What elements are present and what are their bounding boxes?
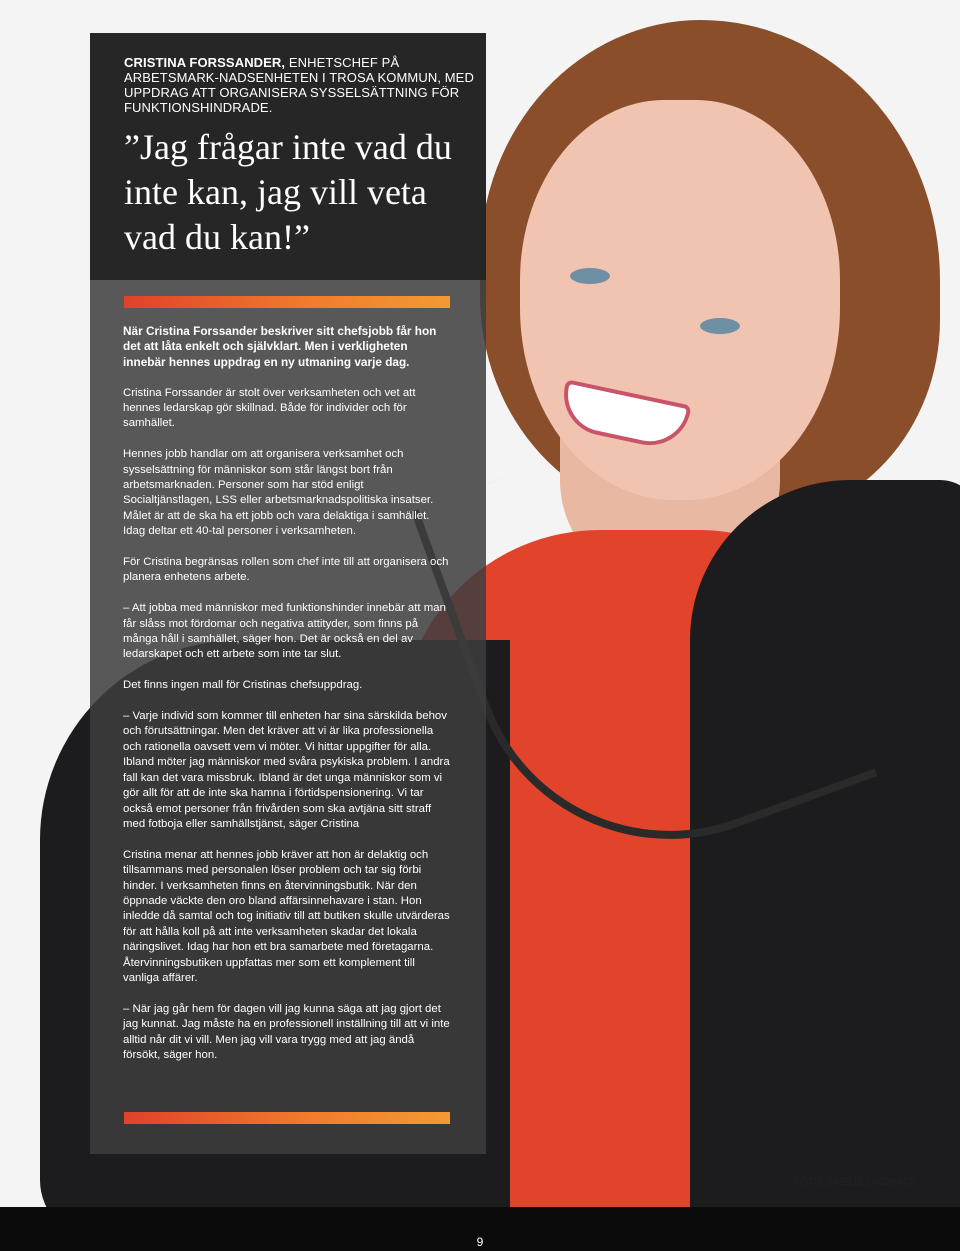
byline — [124, 55, 474, 115]
body-paragraph: För Cristina begränsas rollen som chef inte till att organisera och planera enhetens arbete. — [123, 556, 449, 584]
accent-bar-bottom — [124, 1112, 450, 1124]
body-paragraph: – När jag går hem för dagen vill jag kunna säga att jag gjort det jag kunnat. Jag måste ha en professionell inställning till att vi inte alltid når dit vi vill. Men jag vill vara trygg med att jag ändå försökt, säger hon. — [123, 1002, 450, 1061]
photo-credit: FOTO: EMELIE LINDBÄCK — [794, 1177, 917, 1188]
article-body — [123, 324, 453, 1079]
article-panel — [90, 280, 486, 1154]
ingress-paragraph: När Cristina Forssander beskriver sitt chefsjobb får hon det att låta enkelt och självklart. Men i verkligheten innebär hennes uppdrag en ny utmaning varje dag. — [123, 324, 437, 369]
photo-eye-right — [700, 318, 740, 334]
byline-name: CRISTINA FORSSANDER, — [124, 55, 286, 70]
body-paragraph: Hennes jobb handlar om att organisera verksamhet och sysselsättning för människor som står längst bort från arbetsmarknaden. Personer som har stöd enligt Socialtjänstlagen, LSS eller arbetsmarknadspolitiska insatser. Målet är att de ska ha ett jobb och vara delaktiga i samhället. Idag deltar ett 40-tal personer i verksamheten. — [123, 448, 434, 538]
body-paragraph: Det finns ingen mall för Cristinas chefsuppdrag. — [123, 679, 363, 692]
body-paragraph: – Varje individ som kommer till enheten har sina särskilda behov och förutsättningar. Men det kräver att vi är lika professionella och rationella oavsett vem vi möter. Vi hittar uppgifter för alla. Ibland möter jag människor med svåra psykiska problem. I andra fall kan det vara missbruk. Ibland är det unga människor som vi gör allt för att de inte ska hamna i förtidspensionering. Vi tar också emot personer från frivården som ska avtjäna sitt straff med fotboja eller samhällstjänst, säger Cristina — [123, 710, 450, 830]
body-paragraph: Cristina menar att hennes jobb kräver att hon är delaktig och tillsammans med personalen löser problem och tar sig förbi hinder. I verksamheten finns en återvinningsbutik. När den öppnade väckte den oro bland affärsinnehavare i stan. Hon inledde då samtal och tog initiativ till att butiken skulle utvärderas för att hålla koll på att inte verksamheten skadar det lokala näringslivet. Idag har hon ett bra samarbete med företagarna. Återvinningsbutiken uppfattas mer som ett komplement till vanliga affärer. — [123, 848, 450, 984]
page-number: 9 — [476, 1235, 484, 1249]
body-paragraph: – Att jobba med människor med funktionshinder innebär att man får slåss mot fördomar och negativa attityder, som finns på många håll i samhället, säger hon. Det är också en del av ledarskapet och ett arbete som inte tar slut. — [123, 602, 446, 661]
byline-role: ENHETSCHEF PÅ ARBETSMARK-NADSENHETEN I TROSA KOMMUN, MED UPPDRAG ATT ORGANISERA SYSSELSÄTTNING FÖR FUNKTIONSHINDRADE. — [124, 55, 474, 115]
photo-eye-left — [570, 268, 610, 284]
body-paragraph: Cristina Forssander är stolt över verksamheten och vet att hennes ledarskap gör skillnad. Både för individer och för samhället. — [123, 386, 416, 430]
pull-quote: ”Jag frågar inte vad du inte kan, jag vill veta vad du kan!” — [124, 127, 452, 257]
accent-bar-top — [124, 296, 450, 308]
header-panel — [90, 33, 486, 280]
